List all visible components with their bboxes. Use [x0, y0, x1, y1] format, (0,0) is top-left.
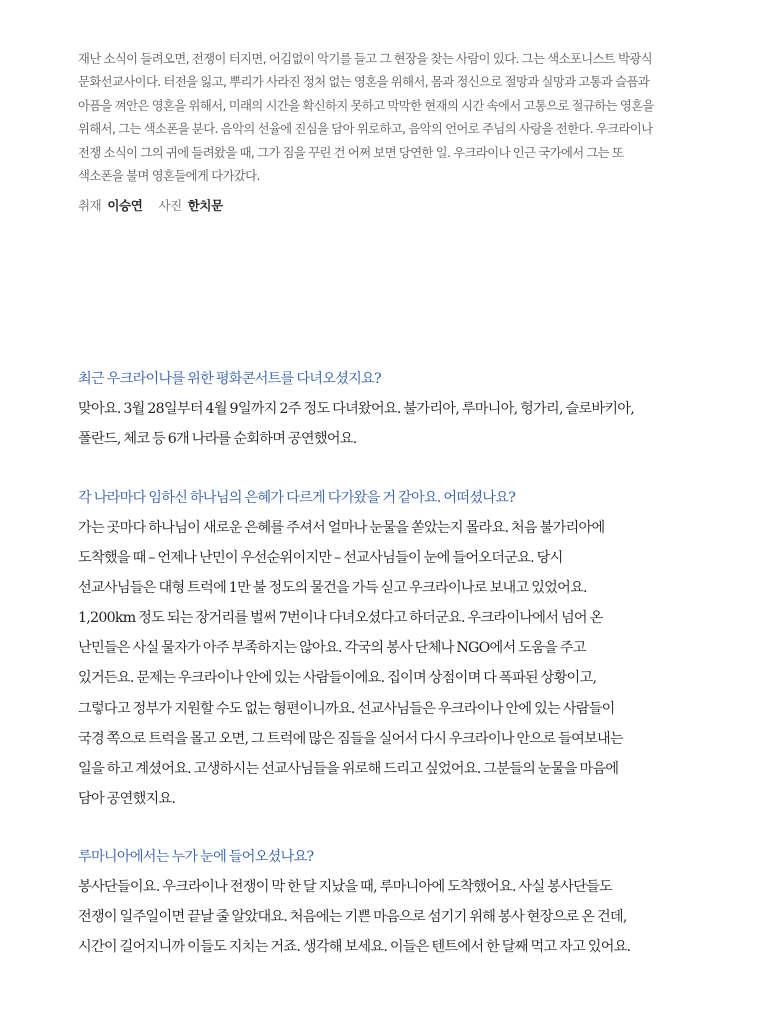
answer-line: 담아 공연했지요.	[78, 790, 176, 807]
interview-question: 최근 우크라이나를 위한 평화콘서트를 다녀오셨지요?	[78, 371, 381, 387]
interview-answer	[78, 394, 728, 454]
answer-line: 폴란드, 체코 등 6개 나라를 순회하며 공연했어요.	[78, 431, 357, 448]
qa-block	[78, 842, 728, 962]
answer-line: 봉사단들이요. 우크라이나 전쟁이 막 한 달 지났을 때, 루마니아에 도착했어요. 사실 봉사단들도	[78, 879, 612, 895]
answer-line: 맞아요. 3월 28일부터 4월 9일까지 2주 정도 다녀왔어요. 불가리아, 루마니아, 헝가리, 슬로바키아,	[78, 401, 635, 417]
answer-line: 난민들은 사실 물자가 아주 부족하지는 않아요. 각국의 봉사 단체나 NGO에서 도움을 주고	[78, 640, 586, 657]
intro-line: 전쟁 소식이 그의 귀에 들려왔을 때, 그가 짐을 꾸린 건 어쩌 보면 당연한 일. 우크라이나 인근 국가에서 그는 또	[78, 145, 624, 160]
photo-label: 사진	[158, 198, 182, 213]
byline	[78, 196, 223, 214]
qa-block	[78, 364, 728, 454]
photographer-name: 한치문	[187, 198, 223, 213]
interview-label: 취재	[78, 198, 102, 213]
answer-line: 있거든요. 문제는 우크라이나 안에 있는 사람들이에요. 집이며 상점이며 다 폭파된 상황이고,	[78, 670, 597, 687]
answer-line: 가는 곳마다 하나님이 새로운 은혜를 주셔서 얼마나 눈물을 쏟았는지 몰라요. 처음 불가리아에	[78, 520, 605, 536]
answer-line: 1,200km 정도 되는 장거리를 벌써 7번이나 다녀오셨다고 하더군요. 우크라이나에서 넘어 온	[78, 610, 603, 627]
interview-question: 루마니아에서는 누가 눈에 들어오셨나요?	[78, 849, 314, 865]
intro-line: 재난 소식이 들려오면, 전쟁이 터지면, 어김없이 악기를 들고 그 현장을 찾는 사람이 있다. 그는 색소포니스트 박광식	[78, 52, 653, 66]
intro-paragraph	[78, 48, 728, 188]
answer-line: 도착했을 때 – 언제나 난민이 우선순위이지만 – 선교사님들이 눈에 들어오더군요. 당시	[78, 550, 563, 567]
interviewer-name: 이승연	[107, 198, 143, 213]
answer-line: 전쟁이 일주일이면 끝날 줄 알았대요. 처음에는 기쁜 마음으로 섬기기 위해 봉사 현장으로 온 건데,	[78, 909, 627, 926]
intro-line: 색소폰을 불며 영혼들에게 다가갔다.	[78, 169, 260, 184]
interview-answer	[78, 872, 728, 962]
answer-line: 일을 하고 계셨어요. 고생하시는 선교사님들을 위로해 드리고 싶었어요. 그분들의 눈물을 마음에	[78, 760, 619, 777]
answer-line: 국경 쪽으로 트럭을 몰고 오면, 그 트럭에 많은 짐들을 실어서 다시 우크라이나 안으로 들여보내는	[78, 730, 623, 747]
interview-answer	[78, 513, 728, 814]
intro-line: 아픔을 껴안은 영혼을 위해서, 미래의 시간을 확신하지 못하고 막막한 현재의 시간 속에서 고통으로 절규하는 영혼을	[78, 98, 654, 113]
answer-line: 선교사님들은 대형 트럭에 1만 불 정도의 물건을 가득 싣고 우크라이나로 보내고 있었어요.	[78, 580, 587, 597]
answer-line: 그렇다고 정부가 지원할 수도 없는 형편이니까요. 선교사님들은 우크라이나 안에 있는 사람들이	[78, 700, 615, 717]
answer-line: 시간이 길어지니까 이들도 지치는 거죠. 생각해 보세요. 이들은 텐트에서 한 달째 먹고 자고 있어요.	[78, 939, 631, 956]
qa-block	[78, 483, 728, 814]
intro-line: 위해서, 그는 색소폰을 분다. 음악의 선율에 진심을 담아 위로하고, 음악의 언어로 주님의 사랑을 전한다. 우크라이나	[78, 122, 653, 137]
interview-question: 각 나라마다 임하신 하나님의 은혜가 다르게 다가왔을 거 같아요. 어떠셨나요?	[78, 490, 516, 506]
intro-line: 문화선교사이다. 터전을 잃고, 뿌리가 사라진 정처 없는 영혼을 위해서, 몸과 정신으로 절망과 실망과 고통과 슬픔과	[78, 75, 650, 90]
